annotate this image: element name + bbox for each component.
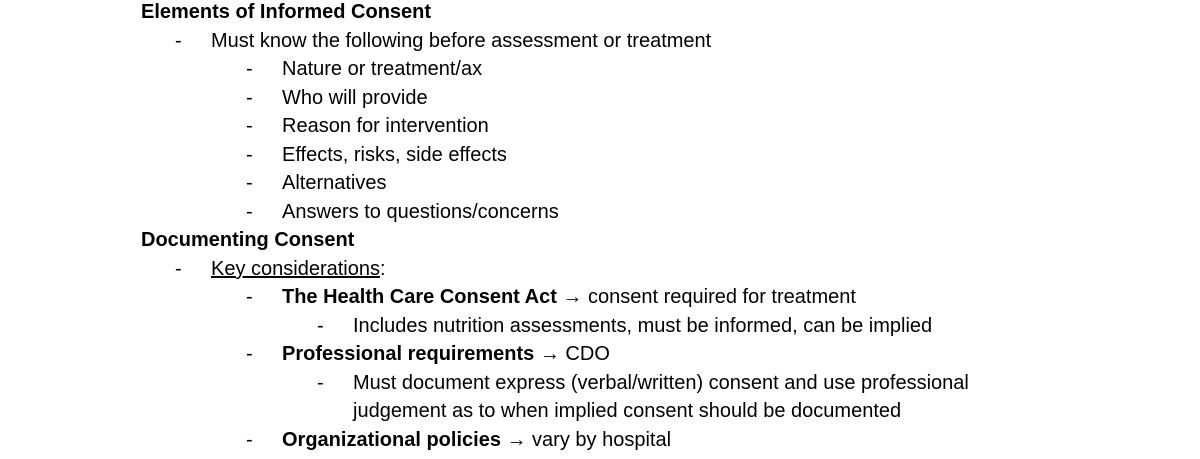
section-heading: Documenting Consent [141,229,355,251]
bullet-dash: - [246,343,253,365]
bold-term: Organizational policies [282,429,501,451]
list-item-text: Nature or treatment/ax [282,58,483,80]
bullet-dash: - [317,372,324,394]
list-item-text: Who will provide [282,87,428,109]
term-description: → consent required for treatment [556,286,856,308]
term-description: → CDO [534,343,610,365]
list-item-text: Reason for intervention [282,115,489,137]
bold-term: The Health Care Consent Act [282,286,557,308]
list-item-text: Answers to questions/concerns [282,201,559,223]
bullet-dash: - [246,172,253,194]
bold-term: Professional requirements [282,343,535,365]
section-heading: Elements of Informed Consent [141,1,432,23]
bullet-dash: - [175,258,182,280]
label-suffix: : [379,258,386,280]
list-item-text [211,255,386,284]
bullet-dash: - [246,87,253,109]
bullet-dash: - [246,201,253,223]
list-item-text: Must document express (verbal/written) consent and use professional [353,372,969,394]
list-item-text: Effects, risks, side effects [282,144,507,166]
list-item-text: Includes nutrition assessments, must be informed, can be implied [353,315,933,337]
bullet-dash: - [246,58,253,80]
bullet-dash: - [246,429,253,451]
bullet-dash: - [317,315,324,337]
list-item-text: Must know the following before assessment or treatment [211,30,712,52]
bullet-dash: - [175,30,182,52]
bullet-dash: - [246,115,253,137]
bullet-dash: - [246,144,253,166]
list-item-text [282,426,671,455]
underlined-label: Key considerations [211,258,380,280]
term-description: → vary by hospital [500,429,672,451]
list-item-text [282,340,610,369]
list-item-text [282,283,856,312]
list-item-text: Alternatives [282,172,387,194]
list-item-text: judgement as to when implied consent should be documented [353,400,902,422]
bullet-dash: - [246,286,253,308]
